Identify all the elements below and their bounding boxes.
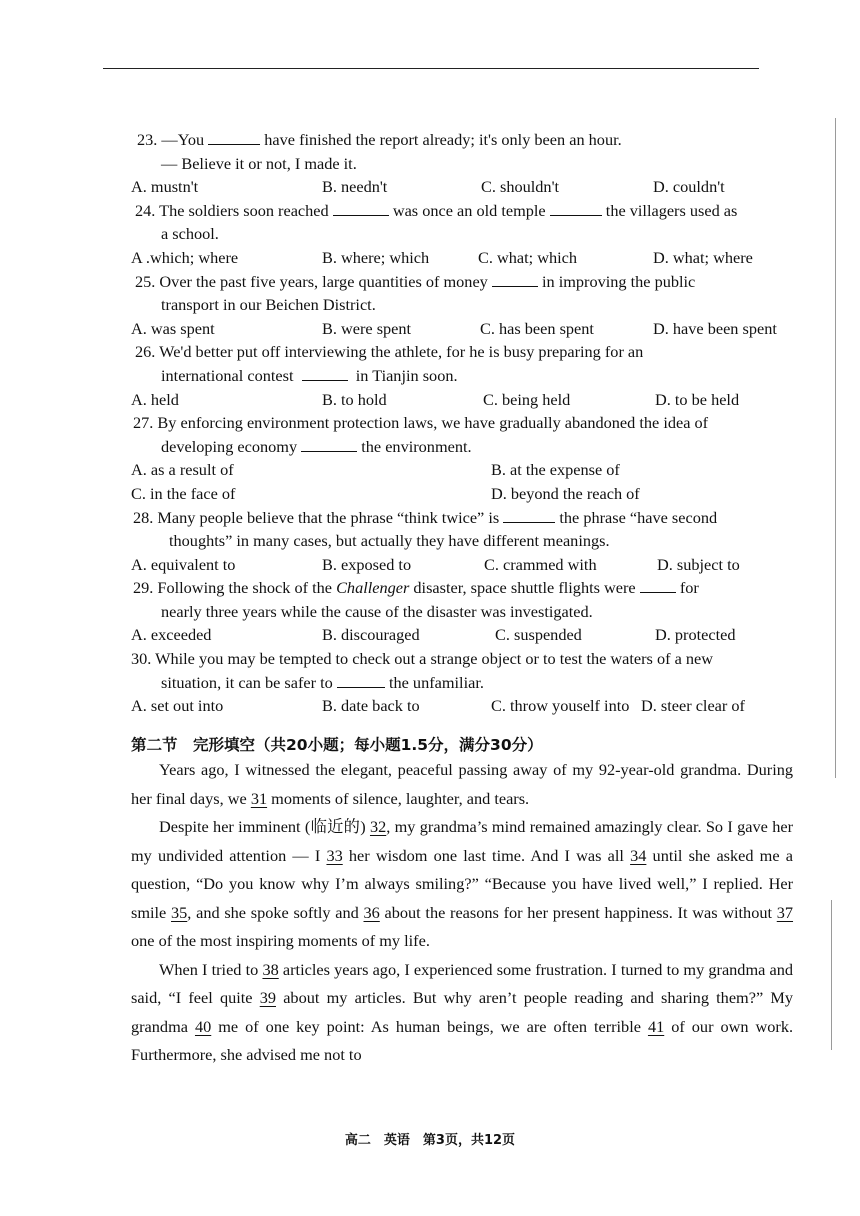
question-27-stem: 27. By enforcing environment protection laws, we have gradually abandoned the idea of	[133, 413, 709, 433]
question-26-options	[131, 388, 801, 412]
paragraph-3: When I tried to 38 articles years ago, I experienced some frustration. I turned to my grandma and said, “I feel quite 39 about my articles. But why aren’t people reading and sharing them?” My grandma 40 me of one key point: As human beings, we are often terrible 41 of our own work. Furthermore, she advised me not to	[131, 959, 794, 1064]
option-a: A. equivalent to	[131, 554, 236, 574]
multiple-choice-section	[131, 128, 801, 718]
blank-36: 36	[363, 902, 380, 922]
question-30-cont: situation, it can be safer to the unfamiliar.	[161, 672, 484, 692]
blank-34: 34	[630, 845, 647, 865]
answer-blank	[208, 129, 260, 145]
option-c: C. has been spent	[480, 318, 594, 338]
option-c: C. in the face of	[131, 483, 236, 503]
option-a: A. was spent	[131, 318, 215, 338]
question-27-options-cd	[131, 482, 801, 506]
question-30-options	[131, 694, 801, 718]
blank-39: 39	[259, 988, 276, 1007]
header-rule	[103, 68, 759, 69]
paragraph-2: Despite her imminent (临近的) 32, my grandma’s mind remained amazingly clear. So I gave her my undivided attention — I 33 her wisdom one last time. And I was all 34 until she asked me a question, “Do you know why I’m always smiling?” “Because you have lived well,” I replied. Her smile 35, and she spoke softly and 36 about the reasons for her present happiness. It was without 37 one of the most inspiring moments of my life.	[131, 817, 794, 950]
question-24-cont: a school.	[161, 224, 219, 244]
blank-33: 33	[326, 845, 343, 865]
option-a: A .which; where	[131, 247, 239, 267]
option-d: D. subject to	[657, 554, 740, 574]
option-b: B. needn't	[322, 177, 388, 197]
question-23-options	[131, 175, 801, 199]
answer-blank	[302, 365, 348, 381]
question-28-cont: thoughts” in many cases, but actually they have different meanings.	[169, 531, 610, 551]
question-25-options	[131, 317, 801, 341]
question-24-stem: 24. The soldiers soon reached was once an old temple the villagers used as	[135, 200, 738, 220]
scan-edge-line	[831, 900, 832, 1050]
question-26-cont: international contest in Tianjin soon.	[161, 365, 458, 385]
option-b: B. where; which	[322, 247, 430, 267]
answer-blank	[337, 672, 385, 688]
option-c: C. shouldn't	[481, 177, 560, 197]
blank-32: 32	[369, 817, 387, 836]
answer-blank	[492, 271, 538, 287]
question-28-options	[131, 553, 801, 577]
paragraph-1: Years ago, I witnessed the elegant, peaceful passing away of my 92-year-old grandma. During her final days, we 31 moments of silence, laughter, and tears.	[131, 760, 793, 808]
option-c: C. being held	[483, 389, 571, 409]
option-c: C. crammed with	[484, 554, 597, 574]
question-29-stem: 29. Following the shock of the Challenger disaster, space shuttle flights were for	[133, 578, 699, 598]
answer-blank	[503, 507, 555, 523]
option-c: C. what; which	[478, 247, 578, 267]
question-23-reply: — Believe it or not, I made it.	[161, 153, 357, 173]
blank-40: 40	[194, 1016, 212, 1036]
answer-blank	[640, 577, 676, 593]
option-c: C. suspended	[495, 625, 582, 645]
question-29-cont: nearly three years while the cause of the disaster was investigated.	[161, 601, 593, 621]
option-a: A. held	[131, 389, 179, 409]
option-b: B. date back to	[322, 696, 420, 716]
question-24-options	[131, 246, 801, 270]
option-b: B. were spent	[322, 318, 412, 338]
option-b: B. discouraged	[322, 625, 420, 645]
blank-38: 38	[262, 959, 279, 979]
option-a: A. mustn't	[131, 177, 199, 197]
option-b: B. to hold	[322, 389, 387, 409]
answer-blank	[333, 200, 389, 216]
option-a: A. set out into	[131, 696, 224, 716]
option-d: D. have been spent	[653, 318, 777, 338]
blank-31: 31	[250, 788, 268, 808]
option-d: D. to be held	[655, 389, 740, 409]
blank-35: 35	[171, 902, 188, 922]
question-27-cont: developing economy the environment.	[161, 436, 472, 456]
question-28-stem: 28. Many people believe that the phrase “think twice” is the phrase “have second	[133, 507, 718, 527]
option-d: D. couldn't	[653, 177, 725, 197]
question-26-stem: 26. We'd better put off interviewing the athlete, for he is busy preparing for an	[135, 342, 644, 362]
option-d: D. what; where	[653, 247, 753, 267]
blank-37: 37	[776, 902, 794, 922]
option-d: D. protected	[655, 625, 736, 645]
scan-edge-line	[835, 118, 836, 778]
question-25-cont: transport in our Beichen District.	[161, 295, 376, 315]
cloze-passage	[131, 756, 793, 1070]
option-d: D. beyond the reach of	[491, 483, 640, 503]
question-29-options	[131, 623, 801, 647]
answer-blank	[550, 200, 602, 216]
option-a: A. as a result of	[131, 460, 234, 480]
page-footer: 高二 英语 第3页，共12页	[344, 1133, 516, 1148]
option-d: D. steer clear of	[641, 696, 745, 716]
blank-41: 41	[647, 1016, 665, 1036]
section-title: 第二节 完形填空（共20小题；每小题1.5分，满分30分）	[131, 736, 543, 754]
question-23-stem: 23. —You have finished the report already; it's only been an hour.	[137, 130, 622, 149]
question-25-stem: 25. Over the past five years, large quantities of money in improving the public	[135, 271, 696, 291]
option-a: A. exceeded	[131, 625, 212, 645]
answer-blank	[301, 436, 357, 452]
question-27-options-ab	[131, 458, 801, 482]
question-30-stem: 30. While you may be tempted to check out a strange object or to test the waters of a new	[131, 649, 714, 669]
option-b: B. at the expense of	[491, 460, 620, 480]
option-b: B. exposed to	[322, 554, 412, 574]
option-c: C. throw youself into	[491, 696, 630, 716]
